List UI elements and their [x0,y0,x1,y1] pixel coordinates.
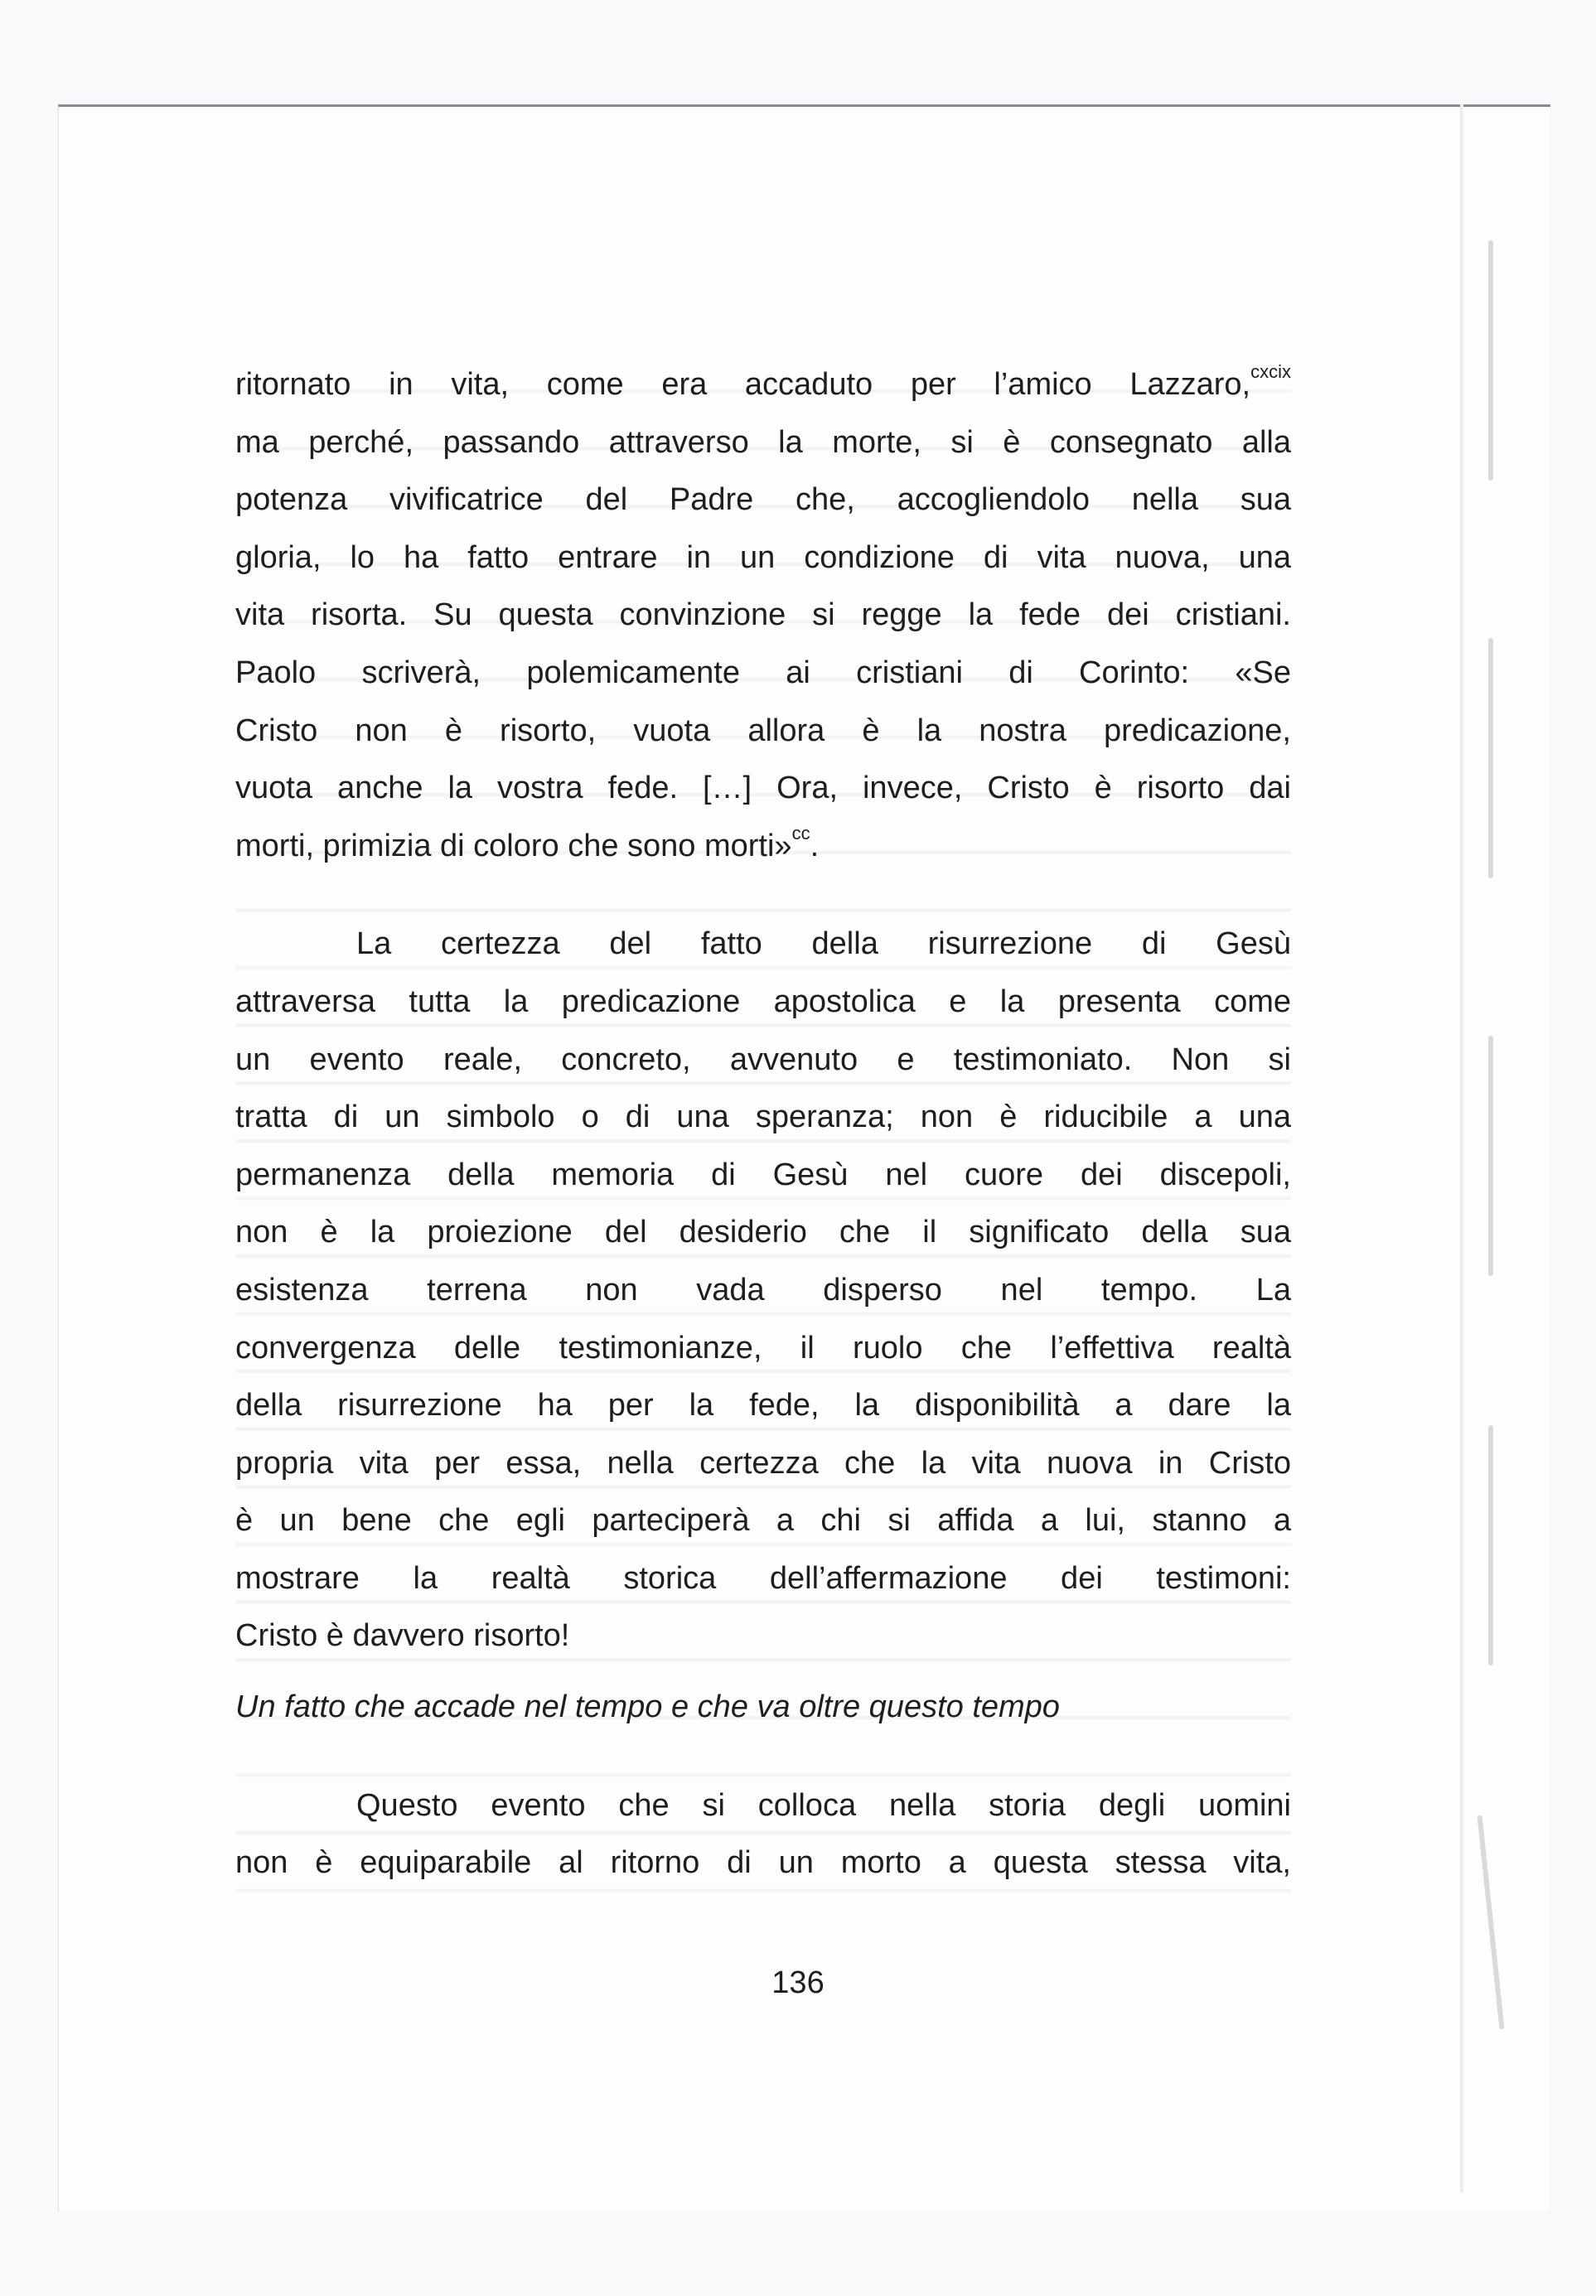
endnote-marker: cc [791,823,810,844]
paragraph-1 [235,356,1291,875]
text-line: ritornato in vita, come era accaduto per l’amico Lazzaro,$^{cxcix}$ [235,361,1291,402]
body-text [235,356,1291,1892]
section-heading: Un fatto che accade nel tempo e che va oltre questo tempo [235,1689,1060,1725]
text-line: della risurrezione ha per la fede, la disponibilità a dare la [235,1388,1291,1424]
text-line: convergenza delle testimonianze, il ruolo che l’effettiva realtà [235,1330,1291,1366]
text-line: vita risorta. Su questa convinzione si regge la fede dei cristiani. [235,597,1291,633]
text-line: non è equiparabile al ritorno di un morto a questa stessa vita, [235,1845,1291,1881]
binding-stitch [1488,638,1493,878]
text-line: gloria, lo ha fatto entrare in un condizione di vita nuova, una [235,539,1291,575]
text-line: non è la proiezione del desiderio che il significato della sua [235,1215,1291,1250]
paragraph-3 [235,1777,1291,1892]
page-fold-shadow [1460,104,1463,2192]
endnote-marker: cxcix [1250,361,1291,383]
text-line: potenza vivificatrice del Padre che, accogliendolo nella sua [235,482,1291,518]
text-line: vuota anche la vostra fede. […] Ora, invece, Cristo è risorto dai [235,771,1291,806]
text-line: tratta di un simbolo o di una speranza; non è riducibile a una [235,1100,1291,1135]
text-line: ma perché, passando attraverso la morte, si è consegnato alla [235,424,1291,460]
binding-stitch [1488,1036,1493,1276]
text-line: mostrare la realtà storica dell’affermazione dei testimoni: [235,1560,1291,1596]
text-line: Questo evento che si colloca nella storia degli uomini [356,1787,1291,1823]
binding-stitch [1488,1425,1493,1665]
binding-stitch [1488,240,1493,481]
text-line: Cristo è davvero risorto! [235,1618,570,1654]
text-line: esistenza terrena non vada disperso nel tempo. La [235,1272,1291,1308]
text-line: attraversa tutta la predicazione apostolica e la presenta come [235,984,1291,1019]
text-line: permanenza della memoria di Gesù nel cuore dei discepoli, [235,1157,1291,1192]
text-line: è un bene che egli parteciperà a chi si affida a lui, stanno a [235,1503,1291,1539]
text-line: Paolo scriverà, polemicamente ai cristiani di Corinto: «Se [235,655,1291,690]
text-line: propria vita per essa, nella certezza che la vita nuova in Cristo [235,1445,1291,1481]
text-line: Cristo non è risorto, vuota allora è la nostra predicazione, [235,713,1291,748]
text-line: un evento reale, concreto, avvenuto e testimoniato. Non si [235,1042,1291,1077]
text-line: La certezza del fatto della risurrezione di Gesù [356,926,1291,962]
paragraph-2 [235,916,1291,1665]
page-number: 136 [771,1965,825,2000]
text-line: morti, primizia di coloro che sono morti»$^{cc}$. [235,823,820,863]
